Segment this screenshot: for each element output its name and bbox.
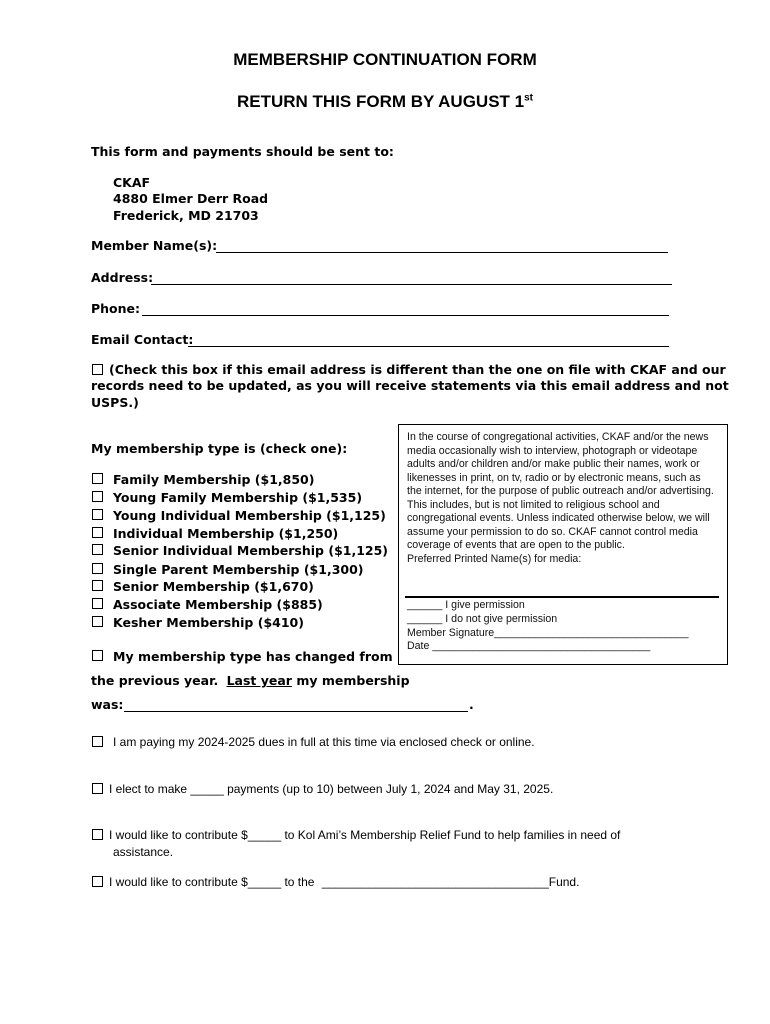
deny-permission-option[interactable]: ______ I do not give permission — [407, 613, 558, 625]
membership-option-label: Family Membership ($1,850) — [113, 472, 315, 487]
relief-fund-line2: assistance. — [113, 845, 174, 859]
membership-option-label: Senior Individual Membership ($1,125) — [113, 543, 389, 558]
membership-changed-line2 — [91, 673, 410, 688]
address-field[interactable] — [151, 284, 672, 285]
signature-date-field[interactable]: Date _____________________________________ — [407, 640, 651, 652]
other-fund-blank[interactable]: __________________________________ — [321, 875, 549, 889]
org-name: CKAF — [113, 175, 151, 190]
pay-in-full-checkbox[interactable] — [92, 736, 103, 747]
email-field[interactable] — [188, 346, 669, 347]
membership-changed-checkbox[interactable] — [92, 650, 103, 661]
senior-membership-checkbox[interactable] — [92, 580, 103, 591]
single-parent-membership-checkbox[interactable] — [92, 563, 103, 574]
org-street: 4880 Elmer Derr Road — [113, 191, 269, 206]
email-update-line2: records need to be updated, as you will receive statements via this email address and not — [91, 378, 729, 393]
installments-checkbox[interactable] — [92, 783, 103, 794]
email-update-line3: USPS.) — [91, 395, 139, 410]
phone-field[interactable] — [142, 315, 669, 316]
membership-option-label: Associate Membership ($885) — [113, 597, 323, 612]
young-individual-membership-checkbox[interactable] — [92, 509, 103, 520]
other-fund-pre: I would like to contribute $_____ to the — [109, 875, 315, 889]
return-deadline-sup: st — [524, 92, 534, 104]
membership-changed-end: . — [469, 697, 474, 712]
membership-option-label: Kesher Membership ($410) — [113, 615, 304, 630]
return-deadline — [0, 92, 770, 112]
membership-changed-post: my membership — [296, 673, 410, 688]
address-label: Address: — [91, 270, 154, 285]
preferred-name-field[interactable] — [405, 596, 719, 598]
email-label: Email Contact: — [91, 332, 194, 347]
relief-fund-checkbox[interactable] — [92, 829, 103, 840]
membership-option-label: Young Individual Membership ($1,125) — [113, 508, 386, 523]
membership-heading: My membership type is (check one): — [91, 441, 348, 456]
media-preferred-label: Preferred Printed Name(s) for media: — [407, 552, 582, 565]
membership-changed-line1: My membership type has changed from — [113, 649, 393, 664]
membership-option-label: Individual Membership ($1,250) — [113, 526, 339, 541]
form-title: MEMBERSHIP CONTINUATION FORM — [233, 50, 537, 69]
other-fund-checkbox[interactable] — [92, 876, 103, 887]
pay-in-full-label: I am paying my 2024-2025 dues in full at this time via enclosed check or online. — [113, 735, 535, 749]
membership-changed-pre: the previous year. — [91, 673, 219, 688]
associate-membership-checkbox[interactable] — [92, 598, 103, 609]
family-membership-checkbox[interactable] — [92, 473, 103, 484]
membership-option-label: Young Family Membership ($1,535) — [113, 490, 363, 505]
media-paragraph-text: In the course of congregational activities, CKAF and/or the news media occasionally wish to interview, photograph or videotape adults and/or children and/or make public their names, work or likenesses in print, on tv, radio or by electronic means, such as the internet, for the purpose of public outreach and/or advertising. This includes, but is not limited to religious school and congregational events. Unless indicated otherwise below, we will assume your permission to do so. CKAF cannot control media coverage of events that are open to the public. — [407, 431, 714, 551]
other-fund-line — [109, 875, 579, 889]
media-paragraph — [407, 431, 715, 566]
membership-changed-line3: was: — [91, 697, 124, 712]
young-family-membership-checkbox[interactable] — [92, 491, 103, 502]
send-to-intro: This form and payments should be sent to: — [91, 144, 394, 159]
previous-membership-field[interactable] — [124, 711, 468, 712]
kesher-membership-checkbox[interactable] — [92, 616, 103, 627]
other-fund-post: Fund. — [548, 875, 580, 889]
member-signature-field[interactable]: Member Signature_________________________________ — [407, 627, 689, 639]
member-names-field[interactable] — [216, 252, 668, 253]
email-update-checkbox[interactable] — [92, 364, 103, 375]
individual-membership-checkbox[interactable] — [92, 527, 103, 538]
senior-individual-membership-checkbox[interactable] — [92, 544, 103, 555]
give-permission-option[interactable]: ______ I give permission — [407, 599, 525, 611]
return-deadline-text: RETURN THIS FORM BY AUGUST 1 — [236, 92, 525, 111]
media-permission-box — [398, 424, 728, 665]
membership-option-label: Single Parent Membership ($1,300) — [113, 562, 364, 577]
member-names-label: Member Name(s): — [91, 238, 218, 253]
last-year-underlined: Last year — [226, 673, 292, 688]
org-city: Frederick, MD 21703 — [113, 208, 259, 223]
email-update-line1: (Check this box if this email address is different than the one on file with CKAF and our — [109, 362, 726, 377]
relief-fund-line1: I would like to contribute $_____ to Kol Ami’s Membership Relief Fund to help families in need of — [109, 828, 621, 842]
phone-label: Phone: — [91, 301, 141, 316]
membership-option-label: Senior Membership ($1,670) — [113, 579, 314, 594]
installments-label: I elect to make _____ payments (up to 10) between July 1, 2024 and May 31, 2025. — [109, 782, 554, 796]
